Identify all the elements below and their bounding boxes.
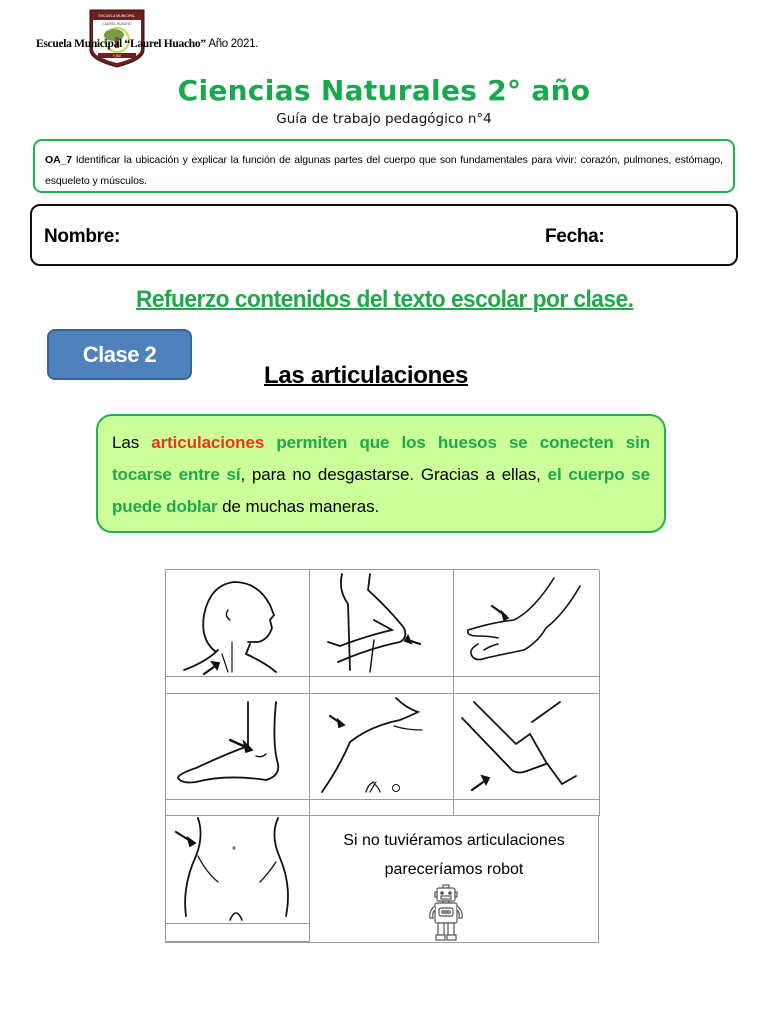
caption-line-2: pareceríamos robot bbox=[384, 861, 524, 878]
label-cell bbox=[166, 924, 310, 942]
school-name-line bbox=[36, 38, 258, 50]
label-cell bbox=[166, 800, 310, 816]
definition-text-2: , para no desgastarse. Gracias a ellas, bbox=[240, 465, 548, 484]
caption-line-1: Si no tuviéramos articulaciones bbox=[343, 832, 565, 849]
label-cell bbox=[310, 677, 454, 694]
robot-icon bbox=[427, 884, 465, 942]
class-badge: Clase 2 bbox=[47, 329, 192, 380]
student-info-box bbox=[30, 204, 738, 266]
label-cell bbox=[310, 800, 454, 816]
page-subtitle: Guía de trabajo pedagógico n°4 bbox=[276, 111, 492, 127]
definition-keyword: articulaciones bbox=[151, 433, 265, 452]
objective-text: Identificar la ubicación y explicar la función de algunas partes del cuerpo que son fundamentales para vivir: corazón, pulmones, estómago, esqueleto y músculos. bbox=[45, 154, 723, 187]
elbow-joint-illustration bbox=[310, 570, 454, 677]
learning-objective-box bbox=[33, 139, 735, 193]
wrist-joint-illustration bbox=[454, 570, 600, 677]
definition-highlight-2: el cuerpo se puede doblar bbox=[112, 465, 651, 516]
robot-caption bbox=[310, 816, 598, 942]
label-cell bbox=[166, 677, 310, 694]
school-year: Año 2021. bbox=[208, 38, 259, 50]
definition-text-3: de muchas maneras. bbox=[217, 497, 380, 516]
svg-text:ESCUELA MUNICIPAL: ESCUELA MUNICIPAL bbox=[98, 14, 136, 18]
label-cell bbox=[454, 800, 600, 816]
label-cell bbox=[454, 677, 600, 694]
neck-joint-illustration bbox=[166, 570, 310, 677]
definition-highlight-1: permiten que los huesos se conecten sin tocarse entre sí bbox=[112, 433, 651, 484]
definition-text-1: Las bbox=[112, 433, 152, 452]
section-heading: Refuerzo contenidos del texto escolar por clase. bbox=[136, 286, 634, 313]
name-label: Nombre: bbox=[44, 226, 121, 247]
joints-illustration-grid bbox=[165, 569, 599, 943]
hip-front-joint-illustration bbox=[166, 816, 310, 924]
page-title: Ciencias Naturales 2° año bbox=[177, 74, 591, 107]
ankle-joint-illustration bbox=[166, 694, 310, 800]
date-label: Fecha: bbox=[545, 226, 605, 247]
svg-text:F-502: F-502 bbox=[112, 54, 122, 58]
svg-text:LAUREL HUACHO: LAUREL HUACHO bbox=[102, 22, 132, 26]
knee-joint-illustration bbox=[454, 694, 600, 800]
objective-code: OA_7 bbox=[45, 154, 73, 166]
lesson-title: Las articulaciones bbox=[264, 362, 469, 389]
school-name: Escuela Municipal “Laurel Huacho” bbox=[36, 38, 206, 50]
hip-side-joint-illustration bbox=[310, 694, 454, 800]
definition-box bbox=[96, 414, 666, 533]
